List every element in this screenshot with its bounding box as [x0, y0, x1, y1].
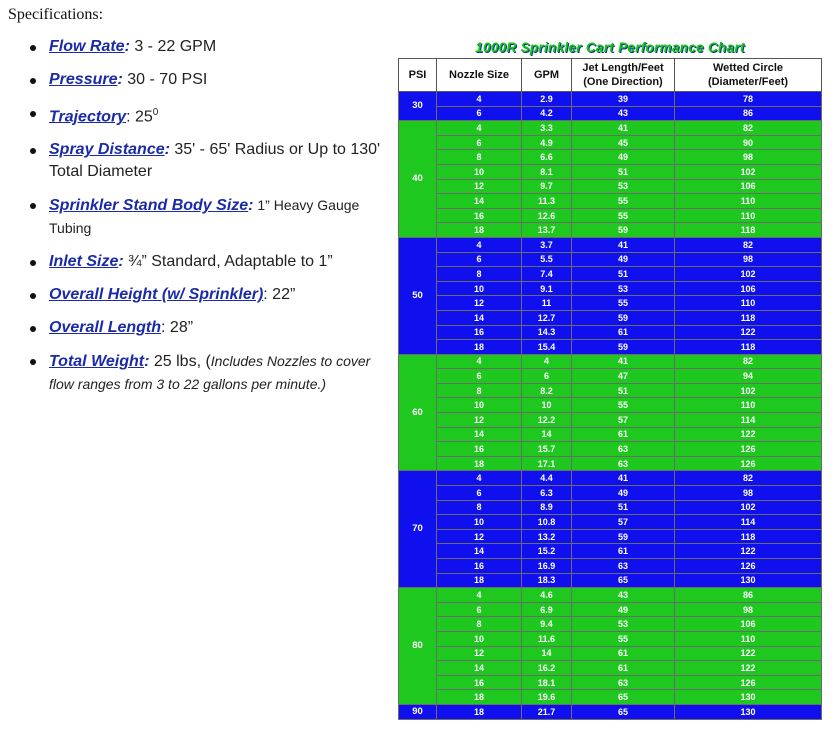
table-row [399, 383, 822, 398]
spec-stand-body-size [30, 194, 390, 240]
label-colon: : [117, 71, 123, 88]
jet-length-cell: 41 [572, 121, 675, 136]
wetted-circle-cell: 122 [675, 544, 822, 559]
pressure-value: 30 - 70 PSI [122, 71, 208, 88]
jet-length-cell: 61 [572, 427, 675, 442]
jet-length-cell: 55 [572, 631, 675, 646]
wetted-circle-cell: 110 [675, 208, 822, 223]
wetted-circle-cell: 98 [675, 150, 822, 165]
table-row [399, 646, 822, 661]
table-row [399, 631, 822, 646]
psi-cell: 80 [399, 588, 437, 705]
table-row [399, 325, 822, 340]
table-row [399, 529, 822, 544]
gpm-cell: 7.4 [522, 267, 572, 282]
psi-cell: 30 [399, 92, 437, 121]
performance-table [398, 58, 822, 720]
table-row [399, 661, 822, 676]
inlet-size-value: ¾” Standard, Adaptable to 1” [123, 253, 333, 271]
gpm-cell: 18.3 [522, 573, 572, 588]
gpm-cell: 10.8 [522, 515, 572, 530]
wetted-circle-cell: 122 [675, 427, 822, 442]
nozzle-size-cell: 16 [437, 442, 522, 457]
label-colon: : [161, 319, 166, 337]
bullet-icon [30, 111, 36, 117]
spec-trajectory [30, 102, 390, 128]
gpm-cell: 16.9 [522, 559, 572, 574]
nozzle-size-cell: 14 [437, 310, 522, 325]
nozzle-size-cell: 10 [437, 281, 522, 296]
nozzle-size-cell: 16 [437, 208, 522, 223]
table-row [399, 500, 822, 515]
nozzle-size-cell: 4 [437, 588, 522, 603]
nozzle-size-cell: 6 [437, 369, 522, 384]
jet-length-cell: 47 [572, 369, 675, 384]
stand-body-size-link[interactable]: Sprinkler Stand Body Size [49, 197, 249, 215]
jet-length-cell: 61 [572, 544, 675, 559]
header-wetted-circle: Wetted Circle (Diameter/Feet) [675, 59, 822, 92]
jet-length-cell: 53 [572, 179, 675, 194]
nozzle-size-cell: 14 [437, 544, 522, 559]
table-row [399, 427, 822, 442]
table-row [399, 398, 822, 413]
spray-distance-value: 35' - 65' Radius or Up to 130' Total Diameter [49, 141, 381, 181]
label-colon: : [164, 141, 170, 159]
wetted-circle-cell: 86 [675, 588, 822, 603]
gpm-cell: 15.4 [522, 340, 572, 355]
jet-length-cell: 41 [572, 237, 675, 252]
wetted-circle-cell: 102 [675, 164, 822, 179]
gpm-cell: 16.2 [522, 661, 572, 676]
label-colon: : [248, 197, 254, 215]
psi-cell: 40 [399, 121, 437, 238]
performance-chart-title: 1000R Sprinkler Cart Performance Chart [475, 40, 745, 55]
table-row [399, 106, 822, 121]
wetted-circle-cell: 114 [675, 413, 822, 428]
table-row [399, 544, 822, 559]
table-row [399, 135, 822, 150]
jet-length-cell: 63 [572, 559, 675, 574]
psi-cell: 60 [399, 354, 437, 471]
wetted-circle-cell: 102 [675, 267, 822, 282]
gpm-cell: 6 [522, 369, 572, 384]
bullet-icon [30, 260, 36, 266]
jet-length-cell: 59 [572, 529, 675, 544]
wetted-circle-cell: 130 [675, 690, 822, 705]
nozzle-size-cell: 18 [437, 704, 522, 719]
jet-length-cell: 57 [572, 515, 675, 530]
gpm-cell: 14 [522, 427, 572, 442]
jet-length-cell: 45 [572, 135, 675, 150]
nozzle-size-cell: 18 [437, 690, 522, 705]
jet-length-cell: 59 [572, 340, 675, 355]
spec-flow-rate [30, 36, 390, 58]
nozzle-size-cell: 8 [437, 267, 522, 282]
wetted-circle-cell: 118 [675, 340, 822, 355]
nozzle-size-cell: 16 [437, 325, 522, 340]
gpm-cell: 11.6 [522, 631, 572, 646]
nozzle-size-cell: 4 [437, 471, 522, 486]
wetted-circle-cell: 82 [675, 121, 822, 136]
table-row [399, 310, 822, 325]
nozzle-size-cell: 6 [437, 486, 522, 501]
nozzle-size-cell: 18 [437, 573, 522, 588]
jet-length-cell: 53 [572, 617, 675, 632]
gpm-cell: 6.3 [522, 486, 572, 501]
table-row [399, 281, 822, 296]
nozzle-size-cell: 12 [437, 646, 522, 661]
jet-length-cell: 59 [572, 223, 675, 238]
jet-length-cell: 49 [572, 252, 675, 267]
wetted-circle-cell: 106 [675, 179, 822, 194]
jet-length-cell: 49 [572, 150, 675, 165]
header-gpm: GPM [522, 59, 572, 92]
wetted-circle-cell: 94 [675, 369, 822, 384]
total-weight-link[interactable]: Total Weight [49, 353, 145, 371]
table-row [399, 704, 822, 719]
table-row [399, 690, 822, 705]
wetted-circle-cell: 126 [675, 456, 822, 471]
wetted-circle-cell: 122 [675, 325, 822, 340]
trajectory-value: 25 [130, 108, 153, 126]
jet-length-cell: 59 [572, 310, 675, 325]
stand-body-size-value: 1” Heavy Gauge Tubing [49, 197, 360, 237]
gpm-cell: 13.7 [522, 223, 572, 238]
wetted-circle-cell: 110 [675, 296, 822, 311]
table-row [399, 252, 822, 267]
flow-rate-link[interactable]: Flow Rate [49, 38, 125, 55]
header-nozzle-size: Nozzle Size [437, 59, 522, 92]
jet-length-cell: 49 [572, 602, 675, 617]
nozzle-size-cell: 18 [437, 456, 522, 471]
label-colon: : [144, 353, 150, 371]
trajectory-link[interactable]: Trajectory [49, 108, 127, 126]
table-row [399, 369, 822, 384]
table-row [399, 237, 822, 252]
bullet-icon [30, 78, 36, 84]
wetted-circle-cell: 106 [675, 617, 822, 632]
bullet-icon [30, 45, 36, 51]
bullet-icon [30, 293, 36, 299]
nozzle-size-cell: 12 [437, 179, 522, 194]
jet-length-cell: 51 [572, 500, 675, 515]
label-colon: : [124, 38, 130, 55]
trajectory-degree: 0 [152, 107, 159, 118]
gpm-cell: 11 [522, 296, 572, 311]
spec-inlet-size [30, 251, 390, 273]
nozzle-size-cell: 14 [437, 427, 522, 442]
overall-height-link[interactable]: Overall Height (w/ Sprinkler) [49, 286, 264, 304]
wetted-circle-cell: 122 [675, 646, 822, 661]
flow-rate-value: 3 - 22 GPM [129, 38, 217, 55]
spec-overall-height [30, 284, 390, 306]
spray-distance-link[interactable]: Spray Distance [49, 141, 165, 159]
wetted-circle-cell: 98 [675, 486, 822, 501]
gpm-cell: 3.7 [522, 237, 572, 252]
wetted-circle-cell: 82 [675, 354, 822, 369]
nozzle-size-cell: 4 [437, 354, 522, 369]
nozzle-size-cell: 10 [437, 515, 522, 530]
table-row [399, 208, 822, 223]
jet-length-cell: 43 [572, 106, 675, 121]
nozzle-size-cell: 8 [437, 617, 522, 632]
jet-length-cell: 63 [572, 675, 675, 690]
wetted-circle-cell: 102 [675, 500, 822, 515]
wetted-circle-cell: 78 [675, 92, 822, 107]
jet-length-cell: 55 [572, 194, 675, 209]
table-row [399, 442, 822, 457]
overall-length-link[interactable]: Overall Length [49, 319, 162, 337]
wetted-circle-cell: 130 [675, 704, 822, 719]
wetted-circle-cell: 86 [675, 106, 822, 121]
wetted-circle-cell: 126 [675, 442, 822, 457]
gpm-cell: 8.9 [522, 500, 572, 515]
table-row [399, 296, 822, 311]
wetted-circle-cell: 98 [675, 252, 822, 267]
nozzle-size-cell: 14 [437, 194, 522, 209]
wetted-circle-cell: 110 [675, 194, 822, 209]
gpm-cell: 3.3 [522, 121, 572, 136]
table-row [399, 559, 822, 574]
table-row [399, 413, 822, 428]
gpm-cell: 12.2 [522, 413, 572, 428]
gpm-cell: 14 [522, 646, 572, 661]
jet-length-cell: 63 [572, 442, 675, 457]
table-row [399, 150, 822, 165]
nozzle-size-cell: 6 [437, 135, 522, 150]
wetted-circle-cell: 126 [675, 675, 822, 690]
gpm-cell: 4.4 [522, 471, 572, 486]
jet-length-cell: 55 [572, 208, 675, 223]
table-row [399, 471, 822, 486]
gpm-cell: 4.9 [522, 135, 572, 150]
wetted-circle-cell: 118 [675, 310, 822, 325]
nozzle-size-cell: 6 [437, 602, 522, 617]
nozzle-size-cell: 16 [437, 559, 522, 574]
jet-length-cell: 65 [572, 704, 675, 719]
label-colon: : [118, 253, 124, 271]
total-weight-value: 25 lbs, ( [149, 353, 211, 371]
wetted-circle-cell: 130 [675, 573, 822, 588]
gpm-cell: 17.1 [522, 456, 572, 471]
nozzle-size-cell: 8 [437, 383, 522, 398]
nozzle-size-cell: 8 [437, 500, 522, 515]
jet-length-cell: 63 [572, 456, 675, 471]
header-row [399, 59, 822, 92]
wetted-circle-cell: 122 [675, 661, 822, 676]
table-row [399, 486, 822, 501]
nozzle-size-cell: 18 [437, 223, 522, 238]
psi-cell: 70 [399, 471, 437, 588]
gpm-cell: 11.3 [522, 194, 572, 209]
gpm-cell: 6.9 [522, 602, 572, 617]
nozzle-size-cell: 6 [437, 252, 522, 267]
gpm-cell: 10 [522, 398, 572, 413]
bullet-icon [30, 148, 36, 154]
wetted-circle-cell: 98 [675, 602, 822, 617]
gpm-cell: 12.7 [522, 310, 572, 325]
gpm-cell: 4.6 [522, 588, 572, 603]
label-colon: : [126, 108, 131, 126]
table-row [399, 267, 822, 282]
table-row [399, 354, 822, 369]
gpm-cell: 5.5 [522, 252, 572, 267]
table-header [399, 59, 822, 92]
wetted-circle-cell: 110 [675, 398, 822, 413]
jet-length-cell: 65 [572, 690, 675, 705]
wetted-circle-cell: 90 [675, 135, 822, 150]
specifications-heading: Specifications: [8, 6, 104, 23]
specifications-list [30, 36, 390, 407]
bullet-icon [30, 326, 36, 332]
nozzle-size-cell: 16 [437, 675, 522, 690]
nozzle-size-cell: 4 [437, 237, 522, 252]
table-row [399, 588, 822, 603]
jet-length-cell: 61 [572, 325, 675, 340]
jet-length-cell: 41 [572, 354, 675, 369]
table-row [399, 456, 822, 471]
header-jet-length: Jet Length/Feet (One Direction) [572, 59, 675, 92]
label-colon: : [263, 286, 268, 304]
table-row [399, 515, 822, 530]
spec-spray-distance [30, 139, 390, 183]
jet-length-cell: 57 [572, 413, 675, 428]
header-psi: PSI [399, 59, 437, 92]
gpm-cell: 18.1 [522, 675, 572, 690]
table-row [399, 223, 822, 238]
gpm-cell: 4 [522, 354, 572, 369]
wetted-circle-cell: 82 [675, 237, 822, 252]
gpm-cell: 4.2 [522, 106, 572, 121]
nozzle-size-cell: 10 [437, 164, 522, 179]
gpm-cell: 13.2 [522, 529, 572, 544]
table-row [399, 675, 822, 690]
overall-height-value: 22” [267, 286, 296, 304]
pressure-link[interactable]: Pressure [49, 71, 118, 88]
overall-length-value: 28” [165, 319, 194, 337]
wetted-circle-cell: 126 [675, 559, 822, 574]
jet-length-cell: 49 [572, 486, 675, 501]
wetted-circle-cell: 110 [675, 631, 822, 646]
wetted-circle-cell: 118 [675, 529, 822, 544]
jet-length-cell: 55 [572, 398, 675, 413]
jet-length-cell: 61 [572, 661, 675, 676]
nozzle-size-cell: 8 [437, 150, 522, 165]
gpm-cell: 15.2 [522, 544, 572, 559]
nozzle-size-cell: 4 [437, 121, 522, 136]
jet-length-cell: 39 [572, 92, 675, 107]
gpm-cell: 15.7 [522, 442, 572, 457]
table-body [399, 92, 822, 720]
jet-length-cell: 61 [572, 646, 675, 661]
jet-length-cell: 65 [572, 573, 675, 588]
gpm-cell: 8.1 [522, 164, 572, 179]
wetted-circle-cell: 106 [675, 281, 822, 296]
gpm-cell: 9.7 [522, 179, 572, 194]
table-row [399, 617, 822, 632]
jet-length-cell: 55 [572, 296, 675, 311]
table-row [399, 573, 822, 588]
nozzle-size-cell: 18 [437, 340, 522, 355]
psi-cell: 90 [399, 704, 437, 719]
wetted-circle-cell: 82 [675, 471, 822, 486]
nozzle-size-cell: 14 [437, 661, 522, 676]
table-row [399, 194, 822, 209]
gpm-cell: 6.6 [522, 150, 572, 165]
nozzle-size-cell: 12 [437, 413, 522, 428]
gpm-cell: 14.3 [522, 325, 572, 340]
gpm-cell: 8.2 [522, 383, 572, 398]
table-row [399, 340, 822, 355]
jet-length-cell: 43 [572, 588, 675, 603]
bullet-icon [30, 359, 36, 365]
jet-length-cell: 51 [572, 164, 675, 179]
inlet-size-link[interactable]: Inlet Size [49, 253, 119, 271]
jet-length-cell: 41 [572, 471, 675, 486]
psi-cell: 50 [399, 237, 437, 354]
total-weight-note: Includes Nozzles to cover flow ranges from 3 to 22 gallons per minute.) [49, 353, 371, 393]
gpm-cell: 9.4 [522, 617, 572, 632]
jet-length-cell: 53 [572, 281, 675, 296]
table-row [399, 121, 822, 136]
jet-length-cell: 51 [572, 267, 675, 282]
gpm-cell: 21.7 [522, 704, 572, 719]
bullet-icon [30, 203, 36, 209]
wetted-circle-cell: 114 [675, 515, 822, 530]
wetted-circle-cell: 118 [675, 223, 822, 238]
nozzle-size-cell: 4 [437, 92, 522, 107]
jet-length-cell: 51 [572, 383, 675, 398]
nozzle-size-cell: 6 [437, 106, 522, 121]
gpm-cell: 9.1 [522, 281, 572, 296]
table-row [399, 164, 822, 179]
table-row [399, 92, 822, 107]
wetted-circle-cell: 102 [675, 383, 822, 398]
gpm-cell: 12.6 [522, 208, 572, 223]
gpm-cell: 2.9 [522, 92, 572, 107]
nozzle-size-cell: 12 [437, 296, 522, 311]
gpm-cell: 19.6 [522, 690, 572, 705]
spec-overall-length [30, 317, 390, 339]
spec-pressure [30, 69, 390, 91]
spec-total-weight [30, 350, 390, 396]
nozzle-size-cell: 10 [437, 631, 522, 646]
table-row [399, 179, 822, 194]
table-row [399, 602, 822, 617]
nozzle-size-cell: 12 [437, 529, 522, 544]
nozzle-size-cell: 10 [437, 398, 522, 413]
